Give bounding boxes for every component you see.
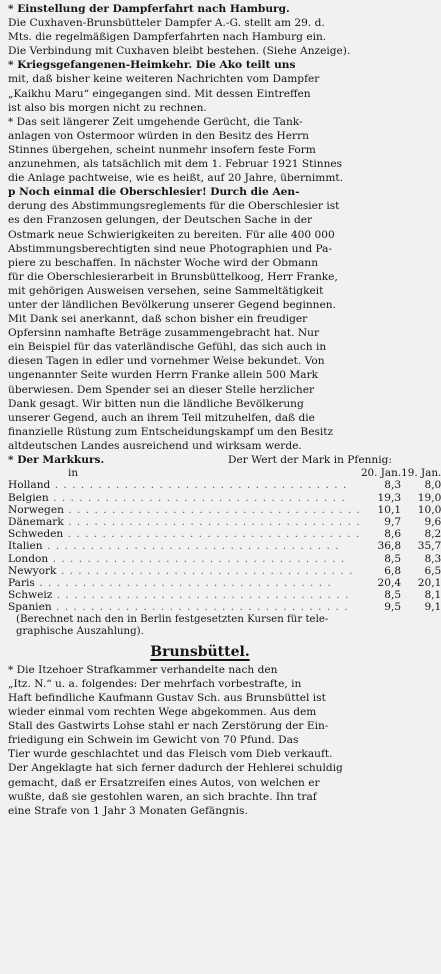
markkurs-header: [8, 453, 392, 467]
country-cell: [8, 577, 361, 589]
article-line: wieder einmal vom rechten Wege abgekommen. Aus dem: [8, 706, 317, 719]
article-line: * Einstellung der Dampferfahrt nach Hamburg.: [8, 3, 290, 15]
leader-dots: . . . . . . . . . . . . . . . . . . . . . . . . . . . . . . . . . .: [51, 601, 349, 614]
country-name: Italien: [8, 540, 43, 553]
table-row: [8, 565, 441, 577]
value-20-jan: 10,1: [377, 503, 402, 516]
article-line: unter der ländlichen Bevölkerung unserer Gegend beginnen.: [8, 298, 336, 311]
country-name: Schweiz: [8, 589, 53, 602]
country-name: Schweden: [8, 528, 64, 541]
country-cell: [8, 528, 361, 540]
country-cell: [8, 589, 361, 601]
article-line: Tier wurde geschlachtet und das Fleisch vom Dieb verkauft.: [8, 748, 333, 761]
article-line: Dank gesagt. Wir bitten nun die ländliche Bevölkerung: [8, 397, 304, 410]
article-line: piere zu beschaffen. In nächster Woche wird der Obmann: [8, 256, 319, 269]
article-line: ein Beispiel für das vaterländische Gefühl, das sich auch in: [8, 341, 327, 354]
leader-dots: . . . . . . . . . . . . . . . . . . . . . . . . . . . . . . . . . .: [56, 564, 354, 577]
country-cell: [8, 565, 361, 577]
article-line: Stinnes übergehen, scheint nunmehr insofern feste Form: [8, 143, 316, 156]
article-line: Mts. die regelmäßigen Dampferfahrten nach Hamburg ein.: [8, 31, 327, 44]
article-line: ist also bis morgen nicht zu rechnen.: [8, 101, 207, 114]
article-line: Opfersinn namhafte Beträge zusammengebracht hat. Nur: [8, 327, 320, 340]
country-cell: [8, 479, 361, 491]
table-body: [8, 479, 441, 613]
value-19-jan: 8,1: [424, 589, 441, 602]
article-line: überwiesen. Dem Spender sei an dieser Stelle herzlicher: [8, 383, 315, 396]
table-header-row: [8, 467, 441, 479]
value-19-jan: 8,0: [424, 479, 441, 492]
value-19-jan: 9,1: [424, 601, 441, 614]
leader-dots: . . . . . . . . . . . . . . . . . . . . . . . . . . . . . . . . . .: [48, 552, 346, 565]
leader-dots: . . . . . . . . . . . . . . . . . . . . . . . . . . . . . . . . . .: [42, 540, 340, 553]
table-row: [8, 589, 441, 601]
article-line: „Kaikhu Maru“ eingegangen sind. Mit dessen Eintreffen: [8, 87, 311, 100]
article-line: friedigung ein Schwein im Gewicht von 70 Pfund. Das: [8, 734, 299, 747]
article-line: Ostmark neue Schwierigkeiten zu bereiten. Für alle 400 000: [8, 228, 335, 241]
article-line: Abstimmungsberechtigten sind neue Photographien und Pa-: [8, 242, 333, 255]
article-line: Mit Dank sei anerkannt, daß schon bisher ein freudiger: [8, 313, 308, 326]
leader-dots: . . . . . . . . . . . . . . . . . . . . . . . . . . . . . . . . . .: [63, 528, 361, 541]
country-cell: [8, 540, 361, 552]
article-line: mit gehörigen Ausweisen versehen, seine Sammeltätigkeit: [8, 284, 324, 297]
country-cell: [8, 601, 361, 613]
article-line: * Die Itzehoer Strafkammer verhandelte nach den: [8, 663, 278, 676]
article-line: mit, daß bisher keine weiteren Nachrichten vom Dampfer: [8, 73, 320, 86]
table-row: [8, 577, 441, 589]
table-row: [8, 601, 441, 613]
table-row: [8, 492, 441, 504]
article-line: Stall des Gastwirts Lohse stahl er nach Zerstörung der Ein-: [8, 720, 329, 733]
country-cell: [8, 553, 361, 565]
country-name: Belgien: [8, 491, 49, 504]
article-dampferfahrt: [8, 2, 392, 58]
value-20-jan: 36,8: [377, 540, 402, 553]
table-header-in: in: [68, 467, 79, 480]
article-line: Die Verbindung mit Cuxhaven bleibt bestehen. (Siehe Anzeige).: [8, 45, 351, 58]
country-name: Holland: [8, 479, 51, 492]
markkurs-heading: * Der Markkurs.: [8, 454, 105, 466]
country-name: Newyork: [8, 564, 57, 577]
article-line: gemacht, daß er Ersatzreifen eines Autos, von welchen er: [8, 776, 320, 789]
value-19-jan: 19,0: [417, 491, 441, 504]
exchange-rate-table: [8, 467, 441, 613]
table-row: [8, 553, 441, 565]
leader-dots: . . . . . . . . . . . . . . . . . . . . . . . . . . . . . . . . . .: [52, 589, 350, 602]
article-line: finanzielle Rüstung zum Entscheidungskampf um den Besitz: [8, 425, 334, 438]
article-line: unserer Gegend, auch an ihrem Teil mitzuhelfen, daß die: [8, 411, 315, 424]
table-header-col1: 20. Jan.: [360, 467, 402, 480]
value-19-jan: 20,1: [417, 576, 441, 589]
country-cell: [8, 516, 361, 528]
section-title-brunsbuettel: Brunsbüttel.: [150, 643, 250, 660]
article-line: * Das seit längerer Zeit umgehende Gerücht, die Tank-: [8, 115, 303, 128]
markkurs-section: [8, 453, 441, 639]
table-row: [8, 516, 441, 528]
article-line: diesen Tagen in edler und vornehmer Weise bekundet. Von: [8, 355, 325, 368]
country-name: Spanien: [8, 601, 52, 614]
value-20-jan: 8,5: [384, 589, 402, 602]
country-cell: [8, 492, 361, 504]
value-19-jan: 10,0: [417, 503, 441, 516]
table-row: [8, 528, 441, 540]
value-20-jan: 8,5: [384, 552, 402, 565]
article-line: Haft befindliche Kaufmann Gustav Sch. aus Brunsbüttel ist: [8, 692, 326, 704]
article-line: Die Cuxhaven-Brunsbütteler Dampfer A.-G. stellt am 29. d.: [8, 17, 325, 30]
article-kriegsgefangenen: [8, 58, 392, 114]
markkurs-intro: Der Wert der Mark in Pfennig:: [228, 454, 392, 466]
country-name: London: [8, 552, 49, 565]
value-20-jan: 6,8: [384, 564, 402, 577]
article-line: für die Oberschlesierarbeit in Brunsbüttelkoog, Herr Franke,: [8, 270, 338, 283]
value-20-jan: 8,3: [384, 479, 402, 492]
article-line: p Noch einmal die Oberschlesier! Durch die Aen-: [8, 186, 300, 199]
markkurs-note: [8, 614, 392, 639]
value-19-jan: 6,5: [424, 564, 441, 577]
value-20-jan: 19,3: [377, 491, 402, 504]
note-line: graphische Auszahlung).: [16, 626, 144, 638]
article-strafkammer: [8, 663, 392, 818]
leader-dots: . . . . . . . . . . . . . . . . . . . . . . . . . . . . . . . . . .: [48, 491, 346, 504]
table-header-col2: 19. Jan.: [401, 467, 441, 480]
value-19-jan: 8,2: [424, 528, 441, 541]
article-line: * Kriegsgefangenen-Heimkehr. Die Ako teilt uns: [8, 59, 296, 72]
article-line: die Anlage pachtweise, wie es heißt, auf 20 Jahre, übernimmt.: [8, 172, 343, 185]
note-line: (Berechnet nach den in Berlin festgesetzten Kursen für tele-: [16, 613, 329, 625]
article-tankanlagen: [8, 115, 392, 185]
article-line: wußte, daß sie gestohlen waren, an sich brachte. Ihn traf: [8, 790, 317, 803]
value-20-jan: 20,4: [377, 576, 402, 589]
article-line: eine Strafe von 1 Jahr 3 Monaten Gefängnis.: [8, 804, 248, 817]
table-row: [8, 540, 441, 552]
value-19-jan: 8,3: [424, 552, 441, 565]
article-line: „Itz. N.“ u. a. folgendes: Der mehrfach vorbestrafte, in: [8, 677, 302, 690]
value-20-jan: 9,5: [384, 601, 402, 614]
value-19-jan: 9,6: [424, 515, 441, 528]
country-name: Dänemark: [8, 515, 64, 528]
leader-dots: . . . . . . . . . . . . . . . . . . . . . . . . . . . . . . . . . .: [63, 503, 361, 516]
value-20-jan: 8,6: [384, 528, 402, 541]
article-line: altdeutschen Landes ausreichend und wirksam werde.: [8, 439, 302, 452]
value-19-jan: 35,7: [417, 540, 441, 553]
article-line: Der Angeklagte hat sich ferner dadurch der Hehlerei schuldig: [8, 762, 343, 775]
country-name: Norwegen: [8, 503, 64, 516]
value-20-jan: 9,7: [384, 515, 402, 528]
article-line: anlagen von Ostermoor würden in den Besitz des Herrn: [8, 129, 309, 142]
article-oberschlesier: [8, 185, 392, 453]
article-line: derung des Abstimmungsreglements für die Oberschlesier ist: [8, 200, 340, 213]
leader-dots: . . . . . . . . . . . . . . . . . . . . . . . . . . . . . . . . . .: [50, 479, 348, 492]
table-row: [8, 479, 441, 491]
article-line: es den Franzosen gelungen, der Deutschen Sache in der: [8, 214, 313, 227]
country-cell: [8, 504, 361, 516]
country-name: Paris: [8, 576, 35, 589]
leader-dots: . . . . . . . . . . . . . . . . . . . . . . . . . . . . . . . . . .: [63, 515, 361, 528]
article-line: ungenannter Seite wurden Herrn Franke allein 500 Mark: [8, 369, 319, 382]
article-line: anzunehmen, als tatsächlich mit dem 1. Februar 1921 Stinnes: [8, 158, 343, 171]
leader-dots: . . . . . . . . . . . . . . . . . . . . . . . . . . . . . . . . . .: [34, 576, 332, 589]
table-row: [8, 504, 441, 516]
